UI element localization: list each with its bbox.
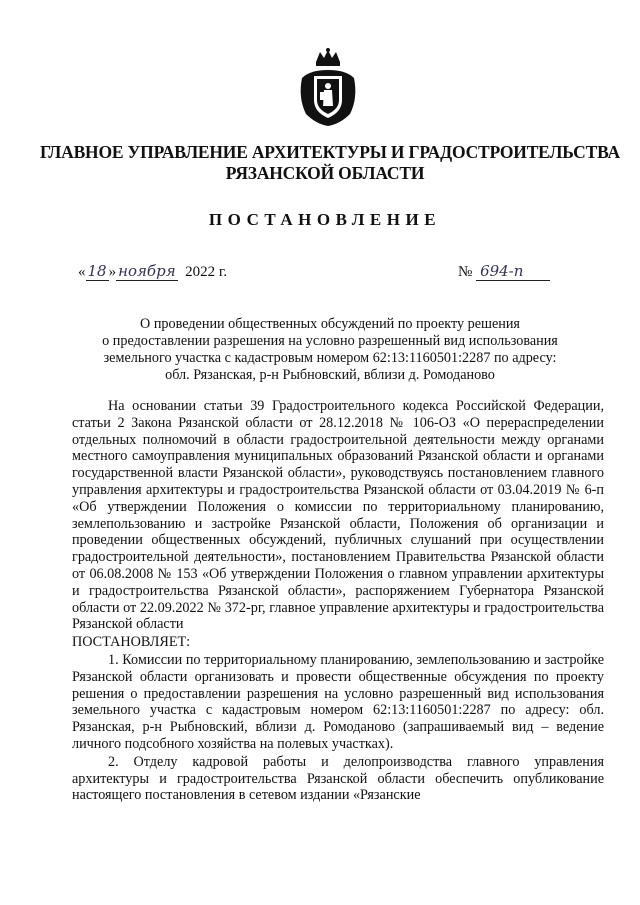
document-date: [78, 262, 227, 281]
preamble-paragraph: На основании статьи 39 Градостроительного кодекса Российской Федерации, статьи 2 Закона Рязанской области от 28.12.2018 № 106-ОЗ «О перераспределении отдельных полномочий в области градостроительной деятельности между органами местного самоуправления муниципальных образований Рязанской области и органами государственной власти Рязанской области», руководствуясь постановлением главного управления архитектуры и градостроительства Рязанской области от 03.04.2019 № 6-п «Об утверждении Положения о комиссии по территориальному планированию, землепользованию и застройке Рязанской области, Положения об организации и проведении общественных обсуждений, публичных слушаний при осуществлении градостроительной деятельности», постановлением Правительства Рязанской области от 06.08.2008 № 153 «Об утверждении Положения о главном управлении архитектуры и градостроительства Рязанской области», распоряжением Губернатора Рязанской области от 22.09.2022 № 372-рг, главное управление архитектуры и градостроительства Рязанской области: [72, 398, 604, 633]
organization-name-line2: РЯЗАНСКОЙ ОБЛАСТИ: [225, 163, 425, 183]
date-year: 2022 г.: [185, 264, 228, 280]
number-prefix: №: [458, 264, 473, 280]
subject-line4: обл. Рязанская, р-н Рыбновский, вблизи д. Ромоданово: [165, 367, 495, 383]
organization-header: [40, 142, 620, 184]
coat-of-arms-icon: [296, 48, 360, 128]
date-number-row: [78, 262, 598, 288]
resolves-keyword: ПОСТАНОВЛЯЕТ:: [72, 634, 191, 651]
clause-1-paragraph: 1. Комиссии по территориальному планированию, землепользованию и застройке Рязанской области организовать и провести общественные обсуждения по проекту решения о предоставлении разрешения на условно разрешенный вид использования земельного участка с кадастровым номером 62:13:1160501:2287 по адресу: обл. Рязанская, р-н Рыбновский, вблизи д. Ромоданово (запрашиваемый вид – ведение личного подсобного хозяйства на полевых участках).: [72, 651, 604, 752]
document-subject: [60, 316, 600, 384]
document-number: [458, 262, 550, 281]
date-month: ноября: [118, 262, 176, 280]
document-type-title: ПОСТАНОВЛЕНИЕ: [208, 210, 442, 229]
date-day: 18: [87, 262, 107, 280]
clause-2-paragraph: 2. Отделу кадровой работы и делопроизводства главного управления архитектуры и градостроительства Рязанской области обеспечить опубликование настоящего постановления в сетевом издании «Рязанские: [72, 753, 604, 804]
subject-line1: О проведении общественных обсуждений по проекту решения: [140, 316, 520, 332]
organization-name-line1: ГЛАВНОЕ УПРАВЛЕНИЕ АРХИТЕКТУРЫ И ГРАДОСТРОИТЕЛЬСТВА: [40, 142, 620, 162]
subject-line2: о предоставлении разрешения на условно разрешенный вид использования: [102, 333, 558, 349]
document-body: [72, 398, 604, 805]
date-quote-open: «: [78, 264, 86, 280]
number-value: 694-п: [476, 262, 550, 281]
date-quote-close: »: [108, 264, 117, 280]
subject-line3: земельного участка с кадастровым номером 62:13:1160501:2287 по адресу:: [103, 350, 557, 366]
